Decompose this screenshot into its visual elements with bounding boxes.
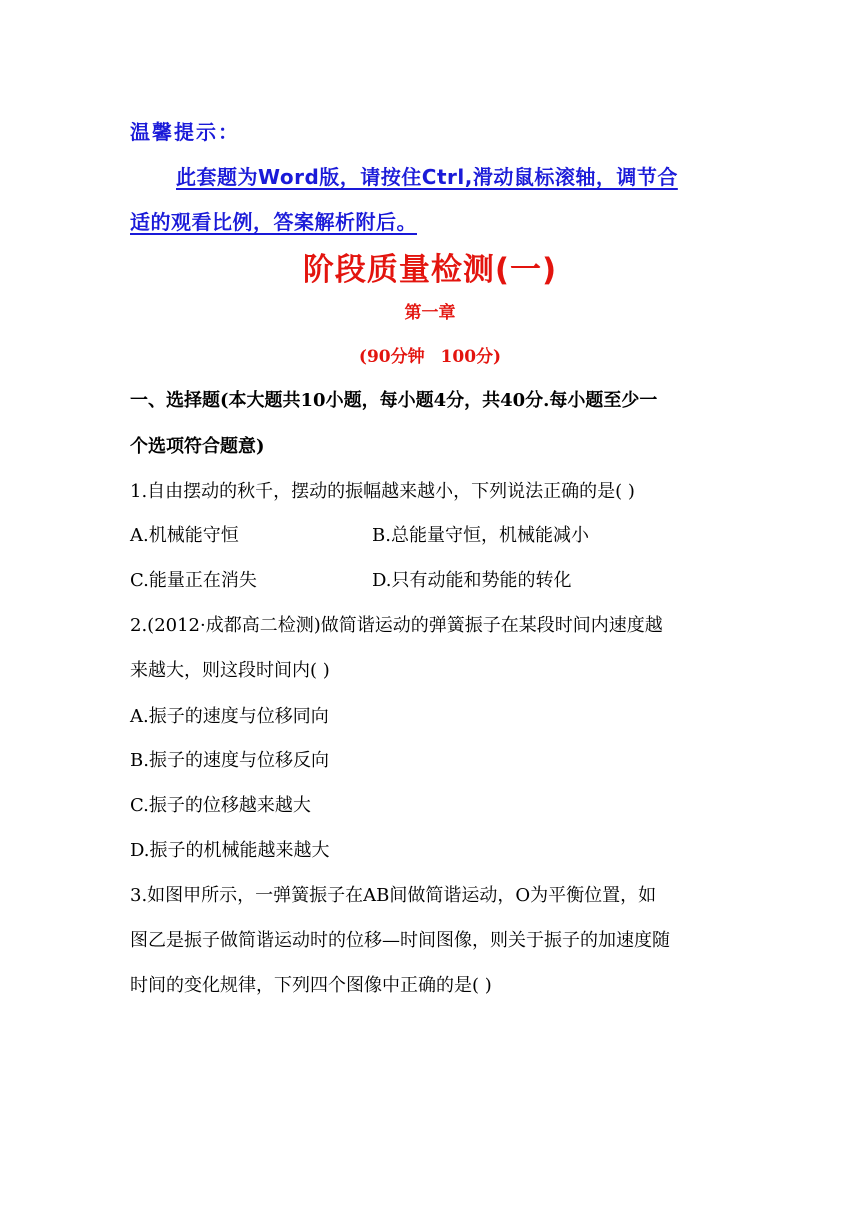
section-heading-line-1: 一、选择题(本大题共10小题，每小题4分，共40分.每小题至少一 [130, 390, 658, 411]
question-2-option-b: B.振子的速度与位移反向 [130, 750, 329, 771]
question-2-stem-line-2: 来越大，则这段时间内( ) [130, 660, 330, 681]
question-1-option-d: D.只有动能和势能的转化 [372, 570, 572, 591]
question-3-stem-line-3: 时间的变化规律，下列四个图像中正确的是( ) [130, 975, 492, 996]
section-heading-line-2: 个选项符合题意) [130, 436, 265, 457]
question-2-option-a: A.振子的速度与位移同向 [130, 706, 329, 727]
question-1-option-b: B.总能量守恒，机械能减小 [372, 525, 589, 546]
question-2-stem-line-1: 2.(2012·成都高二检测)做简谐运动的弹簧振子在某段时间内速度越 [130, 615, 663, 636]
question-1-option-a: A.机械能守恒 [130, 525, 239, 546]
question-1-stem: 1.自由摆动的秋千，摆动的振幅越来越小，下列说法正确的是( ) [130, 481, 635, 502]
tip-text-line-1: 此套题为Word版，请按住Ctrl,滑动鼠标滚轴，调节合 [176, 165, 678, 189]
question-2-option-c: C.振子的位移越来越大 [130, 795, 311, 816]
question-3-stem-line-1: 3.如图甲所示，一弹簧振子在AB间做简谐运动，O为平衡位置，如 [130, 885, 657, 906]
question-3-stem-line-2: 图乙是振子做简谐运动时的位移—时间图像，则关于振子的加速度随 [130, 930, 670, 951]
time-score-label: (90分钟 100分) [358, 347, 502, 367]
tip-text-line-2: 适的观看比例，答案解析附后。 [130, 210, 417, 234]
page-title: 阶段质量检测(一) [302, 252, 558, 288]
tip-title: 温馨提示： [130, 120, 240, 144]
chapter-label: 第一章 [404, 303, 456, 323]
question-1-option-c: C.能量正在消失 [130, 570, 257, 591]
question-2-option-d: D.振子的机械能越来越大 [130, 840, 330, 861]
